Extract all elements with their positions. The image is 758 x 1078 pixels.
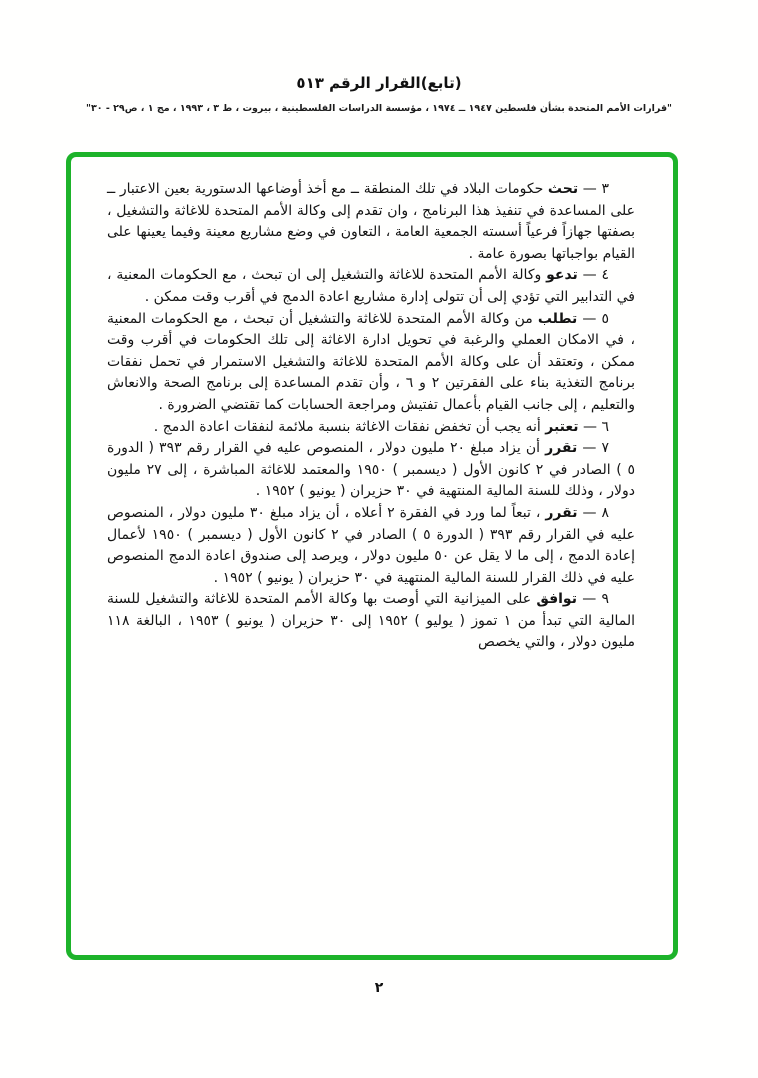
- paragraph-marker: ٥ —: [582, 310, 609, 327]
- paragraph-7: [107, 438, 635, 503]
- paragraph-marker: ٧ —: [582, 440, 609, 457]
- paragraph-3: [107, 179, 635, 265]
- paragraph-text: أن يزاد مبلغ ٢٠ مليون دولار ، المنصوص عليه في القرار رقم ٣٩٣ ( الدورة ٥ ) الصادر في ٢ كانون الأول ( ديسمبر ) ١٩٥٠ والمعتمد للاغاثة المباشرة ، إلى ٢٧ مليون دولار ، وذلك للسنة المالية المنتهية في ٣٠ حزيران ( يونيو ) ١٩٥٢ .: [107, 440, 635, 500]
- paragraph-text: على الميزانية التي أوصت بها وكالة الأمم المتحدة للاغاثة والتشغيل للسنة المالية التي تبدأ من ١ تموز ( يوليو ) ١٩٥٢ إلى ٣٠ حزيران ( يونيو ) ١٩٥٣ ، البالغة ١١٨ مليون دولار ، والتي يخصص: [107, 591, 635, 651]
- paragraph-8: [107, 503, 635, 589]
- resolution-text-block: [107, 179, 635, 654]
- paragraph-6: [107, 417, 635, 439]
- source-citation-line: "قرارات الأمم المتحدة بشأن فلسطين ١٩٤٧ ــ ١٩٧٤ ، مؤسسة الدراسات الفلسطينية ، بيروت ، ط ٣ ، ١٩٩٣ ، مج ١ ، ص٢٩ - ٣٠": [85, 103, 672, 114]
- green-highlight-box: [66, 152, 678, 960]
- paragraph-5: [107, 309, 635, 417]
- paragraph-marker: ٨ —: [582, 504, 609, 521]
- paragraph-marker: ٦ —: [583, 418, 609, 435]
- paragraph-lead-verb: تعتبر: [545, 418, 579, 435]
- paragraph-text: وكالة الأمم المتحدة للاغاثة والتشغيل إلى ان تبحث ، مع الحكومات المعنية ، في التدابير التي تؤدي إلى أن تتولى إدارة مشاريع اعادة الدمج في أقرب وقت ممكن .: [107, 267, 635, 305]
- paragraph-lead-verb: تطلب: [537, 310, 578, 327]
- paragraph-marker: ٤ —: [582, 267, 610, 284]
- paragraph-lead-verb: تقرر: [545, 504, 578, 521]
- paragraph-text: ، تبعاً لما ورد في الفقرة ٢ أعلاه ، أن يزاد مبلغ ٣٠ مليون دولار ، المنصوص عليه في القرار رقم ٣٩٣ ( الدورة ٥ ) الصادر في ٢ كانون الأول ( ديسمبر ) ١٩٥٠ لأعمال إعادة الدمج ، إلى ما لا يقل عن ٥٠ مليون دولار ، ويرصد إلى صندوق اعادة الدمج المنصوص عليه في ذلك القرار للسنة المالية المنتهية في ٣٠ حزيران ( يونيو ) ١٩٥٢ .: [107, 504, 635, 586]
- paragraph-text: أنه يجب أن تخفض نفقات الاغاثة بنسبة ملائمة لنفقات اعادة الدمج .: [153, 418, 541, 435]
- paragraph-text: حكومات البلاد في تلك المنطقة ــ مع أخذ أوضاعها الدستورية بعين الاعتبار ــ على المساعدة في تنفيذ هذا البرنامج ، وان تقدم إلى وكالة الأمم المتحدة للاغاثة والتشغيل ، بصفتها جهازاً فرعياً أسسته الجمعية العامة ، التعاون في وضع مشاريع معينة وفيما يعينها على القيام بواجباتها بصورة عامة .: [107, 181, 635, 262]
- paragraph-lead-verb: توافق: [536, 591, 577, 608]
- paragraph-4: [107, 265, 635, 308]
- paragraph-marker: ٣ —: [582, 181, 609, 197]
- page-number: ٢: [374, 980, 384, 996]
- paragraph-text: من وكالة الأمم المتحدة للاغاثة والتشغيل أن تبحث ، مع الحكومات المعنية ، في الامكان العملي والرغبة في تحويل ادارة الاغاثة إلى تلك الحكومات في أقرب وقت ممكن ، وتعتقد أن على وكالة الأمم المتحدة للاغاثة والتشغيل الاستمرار في تحمل نفقات برنامج التغذية بناء على الفقرتين ٢ و ٦ ، وأن تقدم المساعدة إلى برنامج الصحة والانعاش والتعليم ، إلى جانب القيام بأعمال تفتيش ومراجعة الحسابات كما تقتضي الضرورة .: [107, 310, 636, 413]
- paragraph-lead-verb: تحث: [547, 181, 579, 197]
- paragraph-marker: ٩ —: [582, 591, 609, 608]
- paragraph-lead-verb: تدعو: [546, 267, 578, 284]
- document-title: (تابع)القرار الرقم ٥١٣: [296, 74, 462, 92]
- paragraph-9: [107, 589, 635, 654]
- paragraph-lead-verb: تقرر: [545, 440, 578, 457]
